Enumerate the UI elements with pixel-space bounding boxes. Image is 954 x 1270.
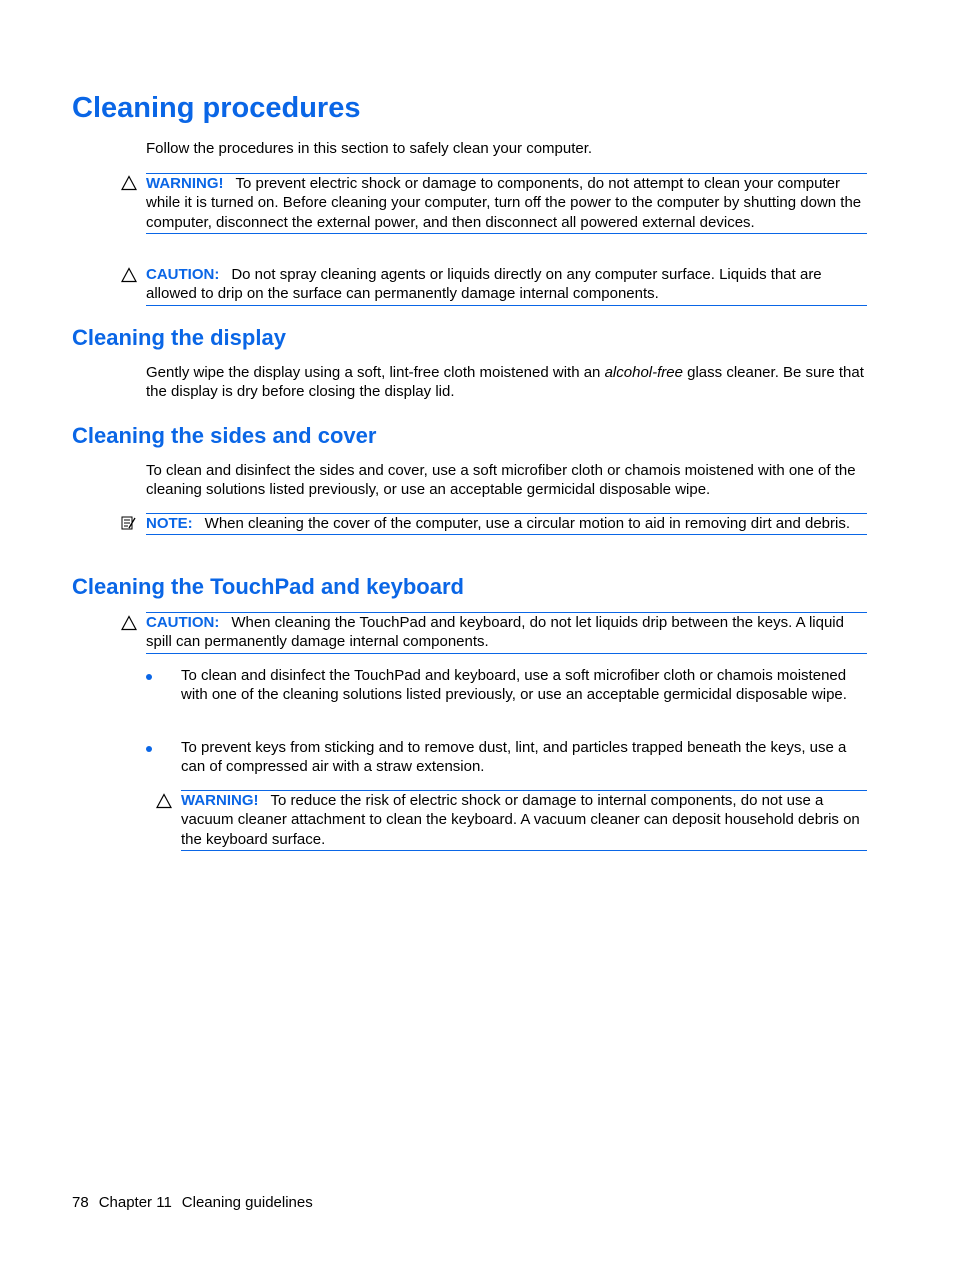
keyboard-warning-notice xyxy=(181,790,867,851)
caution-triangle-icon xyxy=(121,267,137,283)
warning-triangle-icon xyxy=(156,793,172,809)
section-heading-sides: Cleaning the sides and cover xyxy=(72,423,377,448)
display-text-before: Gently wipe the display using a soft, lint-free cloth moistened with an xyxy=(146,364,605,381)
caution-text: Do not spray cleaning agents or liquids directly on any computer surface. Liquids that are allowed to drip on the surface can permanently damage internal components. xyxy=(146,266,822,303)
page-number: 78 xyxy=(72,1194,89,1211)
display-paragraph xyxy=(146,363,868,402)
caution-label: CAUTION: xyxy=(146,614,220,631)
display-emphasis: alcohol-free xyxy=(604,364,683,381)
caution-triangle-icon xyxy=(121,615,137,631)
page-title: Cleaning procedures xyxy=(72,92,361,124)
bullet-dot xyxy=(146,746,152,752)
warning-label: WARNING! xyxy=(181,792,259,809)
intro-paragraph: Follow the procedures in this section to safely clean your computer. xyxy=(146,140,593,157)
note-text: When cleaning the cover of the computer, use a circular motion to aid in removing dirt and debris. xyxy=(204,515,851,532)
page-footer xyxy=(72,1193,323,1212)
chapter-title: Cleaning guidelines xyxy=(181,1194,313,1211)
section-heading-touchpad: Cleaning the TouchPad and keyboard xyxy=(72,574,464,599)
note-icon xyxy=(120,515,136,531)
touchpad-caution-notice xyxy=(146,612,867,654)
list-item: To prevent keys from sticking and to remove dust, lint, and particles trapped beneath the keys, use a can of compressed air with a straw extension. xyxy=(181,739,847,776)
note-label: NOTE: xyxy=(146,515,193,532)
warning-notice xyxy=(146,173,867,234)
caution-notice xyxy=(146,264,867,306)
warning-text: To prevent electric shock or damage to components, do not attempt to clean your computer while it is turned on. Before cleaning your computer, turn off the power to the computer by shutting down the computer, disconnect the external power, and then disconnect all powered external devices. xyxy=(146,175,862,231)
note-notice xyxy=(146,513,867,535)
bullet-dot xyxy=(146,674,152,680)
warning-label: WARNING! xyxy=(146,175,224,192)
warning-text: To reduce the risk of electric shock or damage to internal components, do not use a vacuum cleaner attachment to clean the keyboard. A vacuum cleaner can deposit household debris on the keyboard surface. xyxy=(181,792,860,848)
sides-paragraph: To clean and disinfect the sides and cover, use a soft microfiber cloth or chamois moistened with one of the cleaning solutions listed previously, or use an acceptable germicidal disposable wipe. xyxy=(146,462,856,499)
caution-label: CAUTION: xyxy=(146,266,220,283)
list-item: To clean and disinfect the TouchPad and keyboard, use a soft microfiber cloth or chamois moistened with one of the cleaning solutions listed previously, or use an acceptable germicidal disposable wipe. xyxy=(181,667,847,704)
warning-triangle-icon xyxy=(121,175,137,191)
caution-text: When cleaning the TouchPad and keyboard, do not let liquids drip between the keys. A liquid spill can permanently damage internal components. xyxy=(146,614,844,651)
section-heading-display: Cleaning the display xyxy=(72,325,286,350)
display-text-after: glass cleaner. Be sure that the display is dry before closing the display lid. xyxy=(146,364,864,401)
chapter-label: Chapter 11 xyxy=(98,1194,172,1211)
